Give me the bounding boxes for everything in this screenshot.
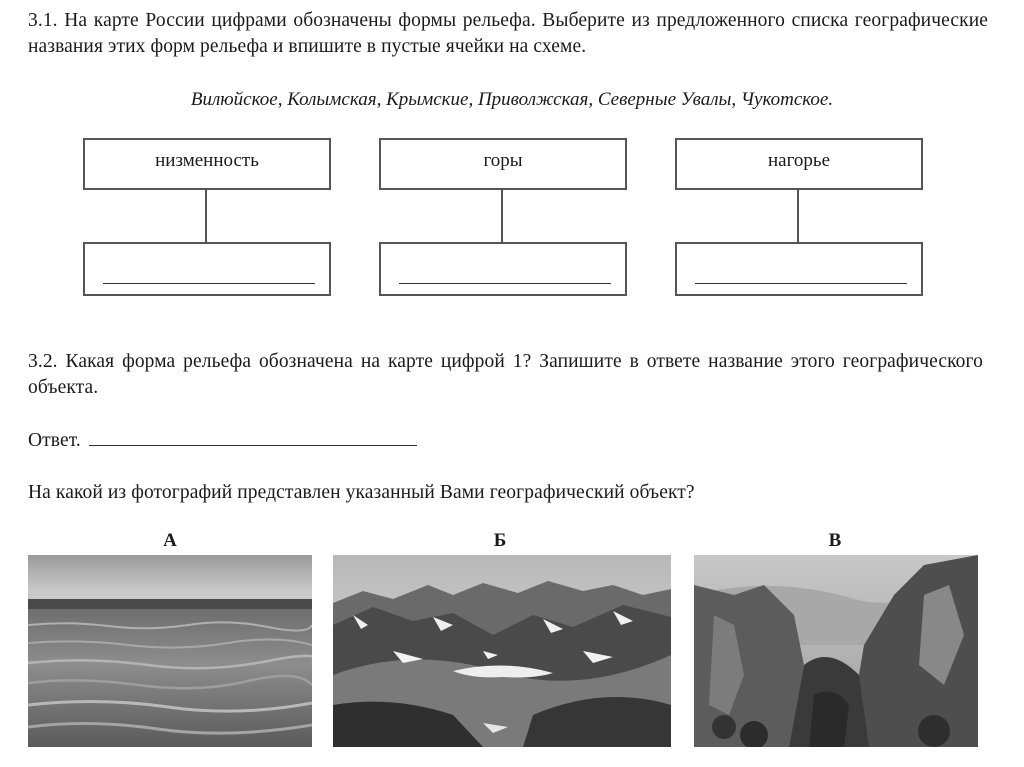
lowland-plain-picture — [28, 555, 312, 747]
photo-question: На какой из фотографий представлен указанный Вами географический объект? — [28, 482, 695, 503]
photo-label-b: Б — [493, 530, 507, 551]
connector-line — [501, 190, 503, 242]
photo-a-lowland-image[interactable] — [28, 555, 312, 747]
connector-line — [205, 190, 207, 242]
task-3-2-question: 3.2. Какая форма рельефа обозначена на карте цифрой 1? Запишите в ответе название этого географического объекта. — [28, 351, 983, 398]
category-box-lowland — [83, 138, 331, 190]
photo-v-gorge-image[interactable] — [694, 555, 978, 747]
photo-label-a: А — [163, 530, 177, 551]
connector-line — [797, 190, 799, 242]
answer-box-upland[interactable] — [675, 242, 923, 296]
task-3-1-question: 3.1. На карте России цифрами обозначены формы рельефа. Выберите из предложенного списка географические названия этих форм рельефа и впишите в пустые ячейки на схеме. — [28, 10, 988, 57]
photo-label-v: В — [828, 530, 842, 551]
snowy-mountains-picture — [333, 555, 671, 747]
answer-input[interactable] — [89, 427, 417, 446]
options-list: Вилюйское, Колымская, Крымские, Приволжская, Северные Увалы, Чукотское. — [190, 89, 834, 110]
category-label: низменность — [155, 150, 259, 171]
answer-row — [28, 427, 988, 454]
answer-line — [103, 283, 315, 284]
answer-label: Ответ. — [28, 430, 81, 451]
rocky-gorge-picture — [694, 555, 978, 747]
category-label: горы — [483, 150, 523, 171]
answer-line — [695, 283, 907, 284]
category-box-mountains — [379, 138, 627, 190]
category-label: нагорье — [767, 150, 831, 171]
answer-line — [399, 283, 611, 284]
photo-b-mountains-image[interactable] — [333, 555, 671, 747]
category-box-upland — [675, 138, 923, 190]
answer-box-mountains[interactable] — [379, 242, 627, 296]
answer-box-lowland[interactable] — [83, 242, 331, 296]
